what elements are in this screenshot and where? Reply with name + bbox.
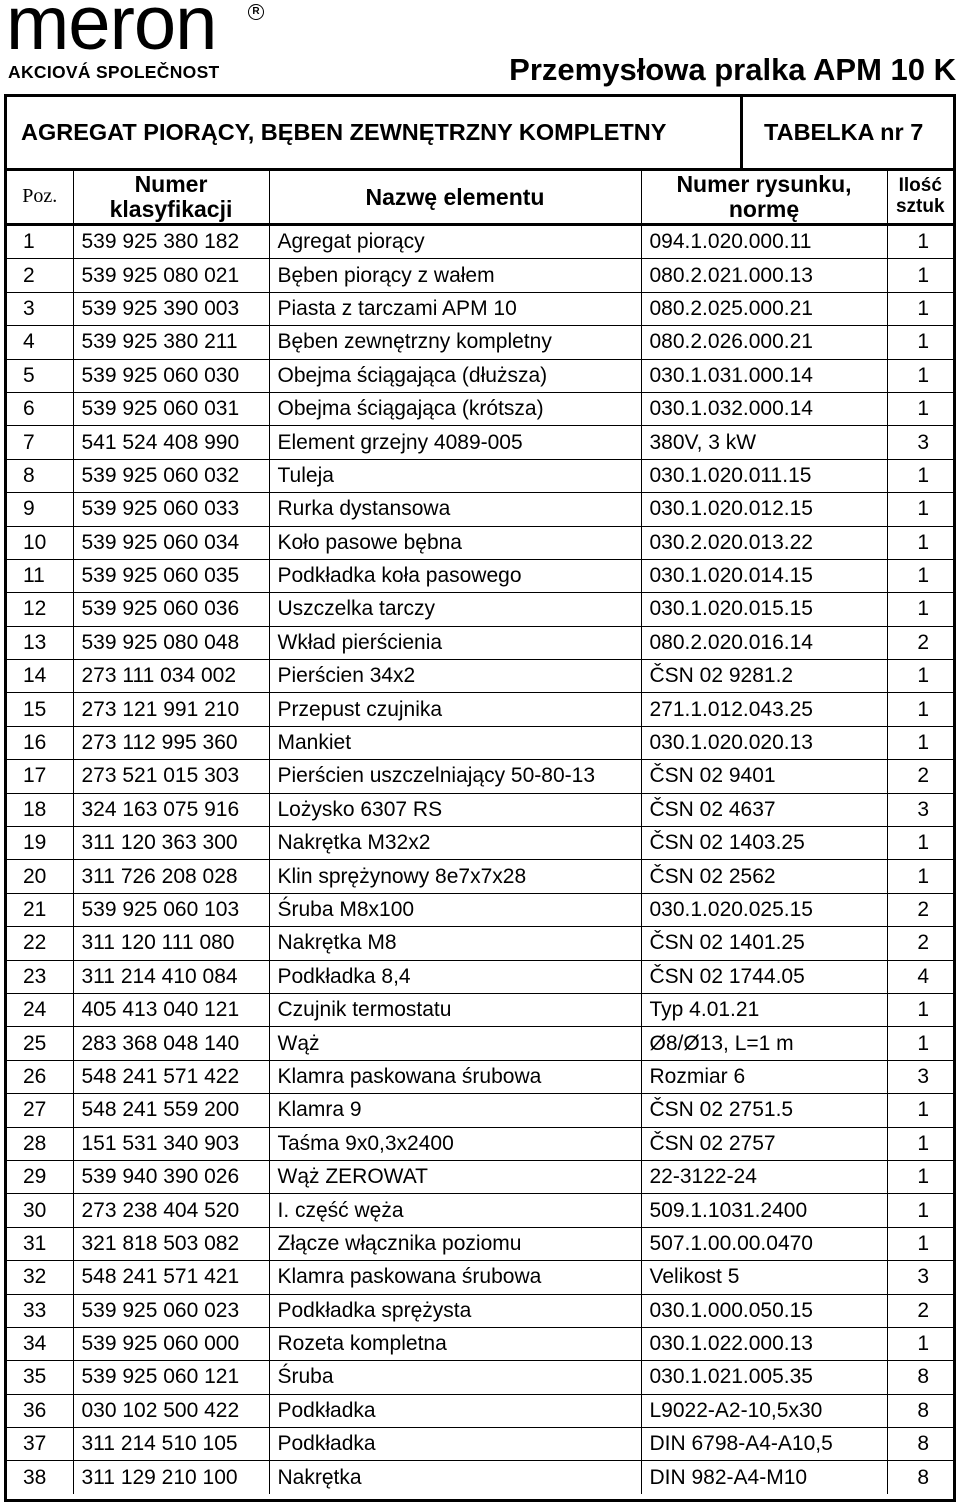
cell-element-name: Piasta z tarczami APM 10 bbox=[269, 292, 641, 325]
table-row bbox=[7, 827, 953, 860]
cell-classification-number: 311 129 210 100 bbox=[73, 1461, 269, 1494]
cell-position: 26 bbox=[7, 1060, 73, 1093]
cell-classification-number: 539 925 060 036 bbox=[73, 593, 269, 626]
cell-classification-number: 539 925 380 211 bbox=[73, 326, 269, 359]
cell-element-name: Nakrętka M8 bbox=[269, 927, 641, 960]
table-row bbox=[7, 626, 953, 659]
cell-drawing-number: Typ 4.01.21 bbox=[641, 993, 887, 1026]
column-header-poz-label: Poz. bbox=[22, 185, 58, 208]
cell-position: 22 bbox=[7, 927, 73, 960]
cell-position: 27 bbox=[7, 1094, 73, 1127]
cell-drawing-number: 080.2.020.016.14 bbox=[641, 626, 887, 659]
cell-classification-number: 321 818 503 082 bbox=[73, 1227, 269, 1260]
table-row bbox=[7, 960, 953, 993]
cell-drawing-number: ČSN 02 1744.05 bbox=[641, 960, 887, 993]
cell-element-name: Podkładka bbox=[269, 1428, 641, 1461]
cell-quantity: 1 bbox=[887, 1194, 953, 1227]
column-header-classification bbox=[73, 171, 269, 225]
table-row bbox=[7, 1294, 953, 1327]
cell-element-name: Agregat piorący bbox=[269, 225, 641, 259]
cell-quantity: 1 bbox=[887, 593, 953, 626]
cell-drawing-number: 030.1.032.000.14 bbox=[641, 392, 887, 425]
cell-element-name: Klamra paskowana śrubowa bbox=[269, 1060, 641, 1093]
cell-drawing-number: ČSN 02 9401 bbox=[641, 760, 887, 793]
cell-quantity: 1 bbox=[887, 1027, 953, 1060]
header-divider bbox=[740, 97, 743, 168]
cell-classification-number: 030 102 500 422 bbox=[73, 1394, 269, 1427]
table-row bbox=[7, 1428, 953, 1461]
cell-element-name: Klin sprężynowy 8e7x7x28 bbox=[269, 860, 641, 893]
table-row bbox=[7, 893, 953, 926]
cell-element-name: Bęben zewnętrzny kompletny bbox=[269, 326, 641, 359]
cell-drawing-number: 509.1.1031.2400 bbox=[641, 1194, 887, 1227]
table-row bbox=[7, 927, 953, 960]
cell-classification-number: 273 238 404 520 bbox=[73, 1194, 269, 1227]
cell-drawing-number: ČSN 02 4637 bbox=[641, 793, 887, 826]
cell-element-name: I. część węża bbox=[269, 1194, 641, 1227]
cell-position: 19 bbox=[7, 827, 73, 860]
column-header-quantity-line2: sztuk bbox=[895, 196, 945, 217]
cell-quantity: 3 bbox=[887, 1261, 953, 1294]
table-row bbox=[7, 392, 953, 425]
table-row bbox=[7, 760, 953, 793]
table-row bbox=[7, 1160, 953, 1193]
table-row bbox=[7, 860, 953, 893]
cell-element-name: Wąż ZEROWAT bbox=[269, 1160, 641, 1193]
cell-quantity: 1 bbox=[887, 326, 953, 359]
cell-classification-number: 151 531 340 903 bbox=[73, 1127, 269, 1160]
cell-quantity: 1 bbox=[887, 660, 953, 693]
cell-drawing-number: DIN 6798-A4-A10,5 bbox=[641, 1428, 887, 1461]
cell-quantity: 1 bbox=[887, 1227, 953, 1260]
cell-drawing-number: Rozmiar 6 bbox=[641, 1060, 887, 1093]
cell-element-name: Wkład pierścienia bbox=[269, 626, 641, 659]
cell-quantity: 1 bbox=[887, 827, 953, 860]
cell-element-name: Element grzejny 4089-005 bbox=[269, 426, 641, 459]
cell-quantity: 4 bbox=[887, 960, 953, 993]
cell-drawing-number: ČSN 02 2562 bbox=[641, 860, 887, 893]
cell-classification-number: 539 925 060 031 bbox=[73, 392, 269, 425]
table-row bbox=[7, 993, 953, 1026]
cell-drawing-number: L9022-A2-10,5x30 bbox=[641, 1394, 887, 1427]
cell-element-name: Pierścien 34x2 bbox=[269, 660, 641, 693]
column-header-poz bbox=[7, 171, 73, 225]
cell-position: 7 bbox=[7, 426, 73, 459]
table-row bbox=[7, 1094, 953, 1127]
cell-drawing-number: ČSN 02 1403.25 bbox=[641, 827, 887, 860]
cell-drawing-number: 030.2.020.013.22 bbox=[641, 526, 887, 559]
cell-position: 15 bbox=[7, 693, 73, 726]
registered-mark-icon: R bbox=[248, 4, 264, 20]
cell-classification-number: 539 940 390 026 bbox=[73, 1160, 269, 1193]
cell-position: 36 bbox=[7, 1394, 73, 1427]
cell-element-name: Podkładka koła pasowego bbox=[269, 559, 641, 592]
cell-position: 5 bbox=[7, 359, 73, 392]
cell-drawing-number: 094.1.020.000.11 bbox=[641, 225, 887, 259]
table-row bbox=[7, 1461, 953, 1494]
cell-quantity: 1 bbox=[887, 1094, 953, 1127]
column-header-name bbox=[269, 171, 641, 225]
cell-drawing-number: ČSN 02 2751.5 bbox=[641, 1094, 887, 1127]
document-title: Przemysłowa pralka APM 10 K bbox=[509, 52, 956, 87]
cell-classification-number: 273 111 034 002 bbox=[73, 660, 269, 693]
cell-quantity: 1 bbox=[887, 559, 953, 592]
cell-quantity: 1 bbox=[887, 993, 953, 1026]
table-row bbox=[7, 1027, 953, 1060]
cell-quantity: 1 bbox=[887, 860, 953, 893]
cell-drawing-number: 271.1.012.043.25 bbox=[641, 693, 887, 726]
cell-classification-number: 539 925 060 033 bbox=[73, 493, 269, 526]
cell-drawing-number: Velikost 5 bbox=[641, 1261, 887, 1294]
table-row bbox=[7, 493, 953, 526]
cell-drawing-number: 030.1.031.000.14 bbox=[641, 359, 887, 392]
cell-quantity: 1 bbox=[887, 693, 953, 726]
cell-classification-number: 539 925 060 121 bbox=[73, 1361, 269, 1394]
column-header-name-label: Nazwę elementu bbox=[365, 183, 545, 210]
cell-classification-number: 311 120 363 300 bbox=[73, 827, 269, 860]
cell-classification-number: 548 241 559 200 bbox=[73, 1094, 269, 1127]
cell-position: 9 bbox=[7, 493, 73, 526]
cell-classification-number: 548 241 571 421 bbox=[73, 1261, 269, 1294]
cell-element-name: Lożysko 6307 RS bbox=[269, 793, 641, 826]
cell-element-name: Bęben piorący z wałem bbox=[269, 259, 641, 292]
parts-sheet bbox=[4, 94, 956, 1502]
cell-drawing-number: 030.1.020.015.15 bbox=[641, 593, 887, 626]
cell-quantity: 3 bbox=[887, 1060, 953, 1093]
cell-classification-number: 311 214 410 084 bbox=[73, 960, 269, 993]
logo-subtitle: AKCIOVÁ SPOLEČNOST bbox=[8, 62, 220, 82]
cell-classification-number: 311 214 510 105 bbox=[73, 1428, 269, 1461]
cell-element-name: Nakrętka M32x2 bbox=[269, 827, 641, 860]
table-row bbox=[7, 1394, 953, 1427]
cell-classification-number: 311 120 111 080 bbox=[73, 927, 269, 960]
column-header-drawing-line1: Numer rysunku, bbox=[676, 171, 852, 198]
cell-drawing-number: 030.1.020.014.15 bbox=[641, 559, 887, 592]
cell-classification-number: 539 925 080 021 bbox=[73, 259, 269, 292]
cell-quantity: 1 bbox=[887, 726, 953, 759]
cell-position: 34 bbox=[7, 1327, 73, 1360]
cell-element-name: Tuleja bbox=[269, 459, 641, 492]
cell-element-name: Podkładka 8,4 bbox=[269, 960, 641, 993]
column-header-quantity-line1: Ilość bbox=[898, 175, 942, 197]
cell-element-name: Podkładka bbox=[269, 1394, 641, 1427]
table-row bbox=[7, 426, 953, 459]
cell-element-name: Klamra 9 bbox=[269, 1094, 641, 1127]
table-row bbox=[7, 1127, 953, 1160]
cell-position: 2 bbox=[7, 259, 73, 292]
cell-position: 17 bbox=[7, 760, 73, 793]
cell-element-name: Śruba M8x100 bbox=[269, 893, 641, 926]
cell-element-name: Koło pasowe bębna bbox=[269, 526, 641, 559]
column-header-drawing-line2: normę bbox=[728, 196, 800, 222]
cell-position: 12 bbox=[7, 593, 73, 626]
cell-position: 38 bbox=[7, 1461, 73, 1494]
cell-position: 8 bbox=[7, 459, 73, 492]
cell-position: 37 bbox=[7, 1428, 73, 1461]
cell-classification-number: 539 925 060 030 bbox=[73, 359, 269, 392]
cell-position: 32 bbox=[7, 1261, 73, 1294]
cell-position: 35 bbox=[7, 1361, 73, 1394]
cell-classification-number: 405 413 040 121 bbox=[73, 993, 269, 1026]
cell-quantity: 8 bbox=[887, 1361, 953, 1394]
cell-position: 4 bbox=[7, 326, 73, 359]
cell-element-name: Rozeta kompletna bbox=[269, 1327, 641, 1360]
cell-drawing-number: ČSN 02 2757 bbox=[641, 1127, 887, 1160]
table-row bbox=[7, 1261, 953, 1294]
cell-quantity: 2 bbox=[887, 760, 953, 793]
cell-element-name: Czujnik termostatu bbox=[269, 993, 641, 1026]
cell-element-name: Mankiet bbox=[269, 726, 641, 759]
table-row bbox=[7, 593, 953, 626]
table-row bbox=[7, 259, 953, 292]
cell-position: 13 bbox=[7, 626, 73, 659]
cell-classification-number: 283 368 048 140 bbox=[73, 1027, 269, 1060]
cell-quantity: 2 bbox=[887, 893, 953, 926]
cell-classification-number: 539 925 080 048 bbox=[73, 626, 269, 659]
cell-classification-number: 539 925 060 032 bbox=[73, 459, 269, 492]
table-row bbox=[7, 292, 953, 325]
parts-table bbox=[7, 171, 953, 1494]
cell-drawing-number: 030.1.022.000.13 bbox=[641, 1327, 887, 1360]
table-row bbox=[7, 359, 953, 392]
cell-position: 24 bbox=[7, 993, 73, 1026]
table-header-row bbox=[7, 171, 953, 225]
cell-quantity: 1 bbox=[887, 392, 953, 425]
cell-quantity: 1 bbox=[887, 526, 953, 559]
cell-element-name: Uszczelka tarczy bbox=[269, 593, 641, 626]
cell-drawing-number: 080.2.021.000.13 bbox=[641, 259, 887, 292]
column-header-quantity bbox=[887, 171, 953, 225]
table-row bbox=[7, 1361, 953, 1394]
cell-position: 31 bbox=[7, 1227, 73, 1260]
cell-classification-number: 539 925 390 003 bbox=[73, 292, 269, 325]
cell-classification-number: 539 925 060 035 bbox=[73, 559, 269, 592]
cell-element-name: Pierścien uszczelniający 50-80-13 bbox=[269, 760, 641, 793]
cell-position: 28 bbox=[7, 1127, 73, 1160]
cell-position: 3 bbox=[7, 292, 73, 325]
cell-position: 23 bbox=[7, 960, 73, 993]
cell-quantity: 1 bbox=[887, 493, 953, 526]
cell-classification-number: 541 524 408 990 bbox=[73, 426, 269, 459]
cell-position: 11 bbox=[7, 559, 73, 592]
cell-position: 20 bbox=[7, 860, 73, 893]
assembly-title: AGREGAT PIORĄCY, BĘBEN ZEWNĘTRZNY KOMPLETNY bbox=[21, 119, 667, 145]
cell-quantity: 1 bbox=[887, 225, 953, 259]
column-header-classification-line1: Numer bbox=[134, 171, 208, 198]
cell-position: 6 bbox=[7, 392, 73, 425]
cell-drawing-number: 030.1.021.005.35 bbox=[641, 1361, 887, 1394]
cell-element-name: Rurka dystansowa bbox=[269, 493, 641, 526]
cell-position: 14 bbox=[7, 660, 73, 693]
cell-drawing-number: 22-3122-24 bbox=[641, 1160, 887, 1193]
cell-classification-number: 539 925 060 103 bbox=[73, 893, 269, 926]
table-row bbox=[7, 559, 953, 592]
cell-classification-number: 273 521 015 303 bbox=[73, 760, 269, 793]
table-row bbox=[7, 225, 953, 259]
cell-drawing-number: ČSN 02 9281.2 bbox=[641, 660, 887, 693]
company-logo bbox=[4, 0, 266, 84]
cell-element-name: Obejma ściągająca (krótsza) bbox=[269, 392, 641, 425]
table-row bbox=[7, 459, 953, 492]
table-row bbox=[7, 1227, 953, 1260]
cell-quantity: 2 bbox=[887, 927, 953, 960]
cell-drawing-number: 030.1.020.011.15 bbox=[641, 459, 887, 492]
cell-element-name: Przepust czujnika bbox=[269, 693, 641, 726]
cell-drawing-number: Ø8/Ø13, L=1 m bbox=[641, 1027, 887, 1060]
column-header-drawing bbox=[641, 171, 887, 225]
cell-drawing-number: 507.1.00.00.0470 bbox=[641, 1227, 887, 1260]
cell-element-name: Wąż bbox=[269, 1027, 641, 1060]
cell-position: 25 bbox=[7, 1027, 73, 1060]
cell-quantity: 1 bbox=[887, 1127, 953, 1160]
cell-classification-number: 273 112 995 360 bbox=[73, 726, 269, 759]
cell-drawing-number: 380V, 3 kW bbox=[641, 426, 887, 459]
cell-classification-number: 548 241 571 422 bbox=[73, 1060, 269, 1093]
cell-quantity: 1 bbox=[887, 1327, 953, 1360]
cell-position: 33 bbox=[7, 1294, 73, 1327]
cell-element-name: Podkładka sprężysta bbox=[269, 1294, 641, 1327]
table-number: TABELKA nr 7 bbox=[764, 119, 924, 145]
cell-classification-number: 324 163 075 916 bbox=[73, 793, 269, 826]
cell-quantity: 1 bbox=[887, 459, 953, 492]
cell-drawing-number: DIN 982-A4-M10 bbox=[641, 1461, 887, 1494]
cell-element-name: Klamra paskowana śrubowa bbox=[269, 1261, 641, 1294]
cell-position: 1 bbox=[7, 225, 73, 259]
cell-quantity: 2 bbox=[887, 1294, 953, 1327]
cell-element-name: Obejma ściągająca (dłuższa) bbox=[269, 359, 641, 392]
cell-classification-number: 539 925 060 023 bbox=[73, 1294, 269, 1327]
cell-quantity: 3 bbox=[887, 793, 953, 826]
cell-element-name: Nakrętka bbox=[269, 1461, 641, 1494]
assembly-header bbox=[7, 97, 953, 171]
cell-classification-number: 539 925 060 034 bbox=[73, 526, 269, 559]
cell-drawing-number: 030.1.020.025.15 bbox=[641, 893, 887, 926]
table-row bbox=[7, 1327, 953, 1360]
table-row bbox=[7, 793, 953, 826]
column-header-classification-line2: klasyfikacji bbox=[109, 196, 233, 222]
cell-quantity: 1 bbox=[887, 1160, 953, 1193]
table-row bbox=[7, 726, 953, 759]
cell-drawing-number: 080.2.025.000.21 bbox=[641, 292, 887, 325]
cell-element-name: Śruba bbox=[269, 1361, 641, 1394]
table-row bbox=[7, 660, 953, 693]
cell-quantity: 3 bbox=[887, 426, 953, 459]
cell-quantity: 1 bbox=[887, 292, 953, 325]
cell-quantity: 8 bbox=[887, 1428, 953, 1461]
cell-drawing-number: 030.1.020.020.13 bbox=[641, 726, 887, 759]
cell-classification-number: 311 726 208 028 bbox=[73, 860, 269, 893]
cell-classification-number: 539 925 060 000 bbox=[73, 1327, 269, 1360]
cell-position: 16 bbox=[7, 726, 73, 759]
parts-table-body bbox=[7, 225, 953, 1494]
table-row bbox=[7, 526, 953, 559]
logo-wordmark: meron bbox=[6, 0, 217, 66]
table-row bbox=[7, 1060, 953, 1093]
cell-quantity: 8 bbox=[887, 1394, 953, 1427]
cell-element-name: Taśma 9x0,3x2400 bbox=[269, 1127, 641, 1160]
table-row bbox=[7, 326, 953, 359]
cell-drawing-number: 080.2.026.000.21 bbox=[641, 326, 887, 359]
cell-drawing-number: 030.1.020.012.15 bbox=[641, 493, 887, 526]
cell-classification-number: 539 925 380 182 bbox=[73, 225, 269, 259]
cell-quantity: 1 bbox=[887, 259, 953, 292]
cell-drawing-number: 030.1.000.050.15 bbox=[641, 1294, 887, 1327]
cell-position: 30 bbox=[7, 1194, 73, 1227]
cell-drawing-number: ČSN 02 1401.25 bbox=[641, 927, 887, 960]
cell-element-name: Złącze włącznika poziomu bbox=[269, 1227, 641, 1260]
cell-position: 18 bbox=[7, 793, 73, 826]
cell-quantity: 8 bbox=[917, 1465, 929, 1489]
cell-position: 29 bbox=[7, 1160, 73, 1193]
cell-quantity: 2 bbox=[887, 626, 953, 659]
table-row bbox=[7, 693, 953, 726]
cell-position: 10 bbox=[7, 526, 73, 559]
cell-quantity: 1 bbox=[887, 359, 953, 392]
cell-classification-number: 273 121 991 210 bbox=[73, 693, 269, 726]
cell-position: 21 bbox=[7, 893, 73, 926]
table-row bbox=[7, 1194, 953, 1227]
